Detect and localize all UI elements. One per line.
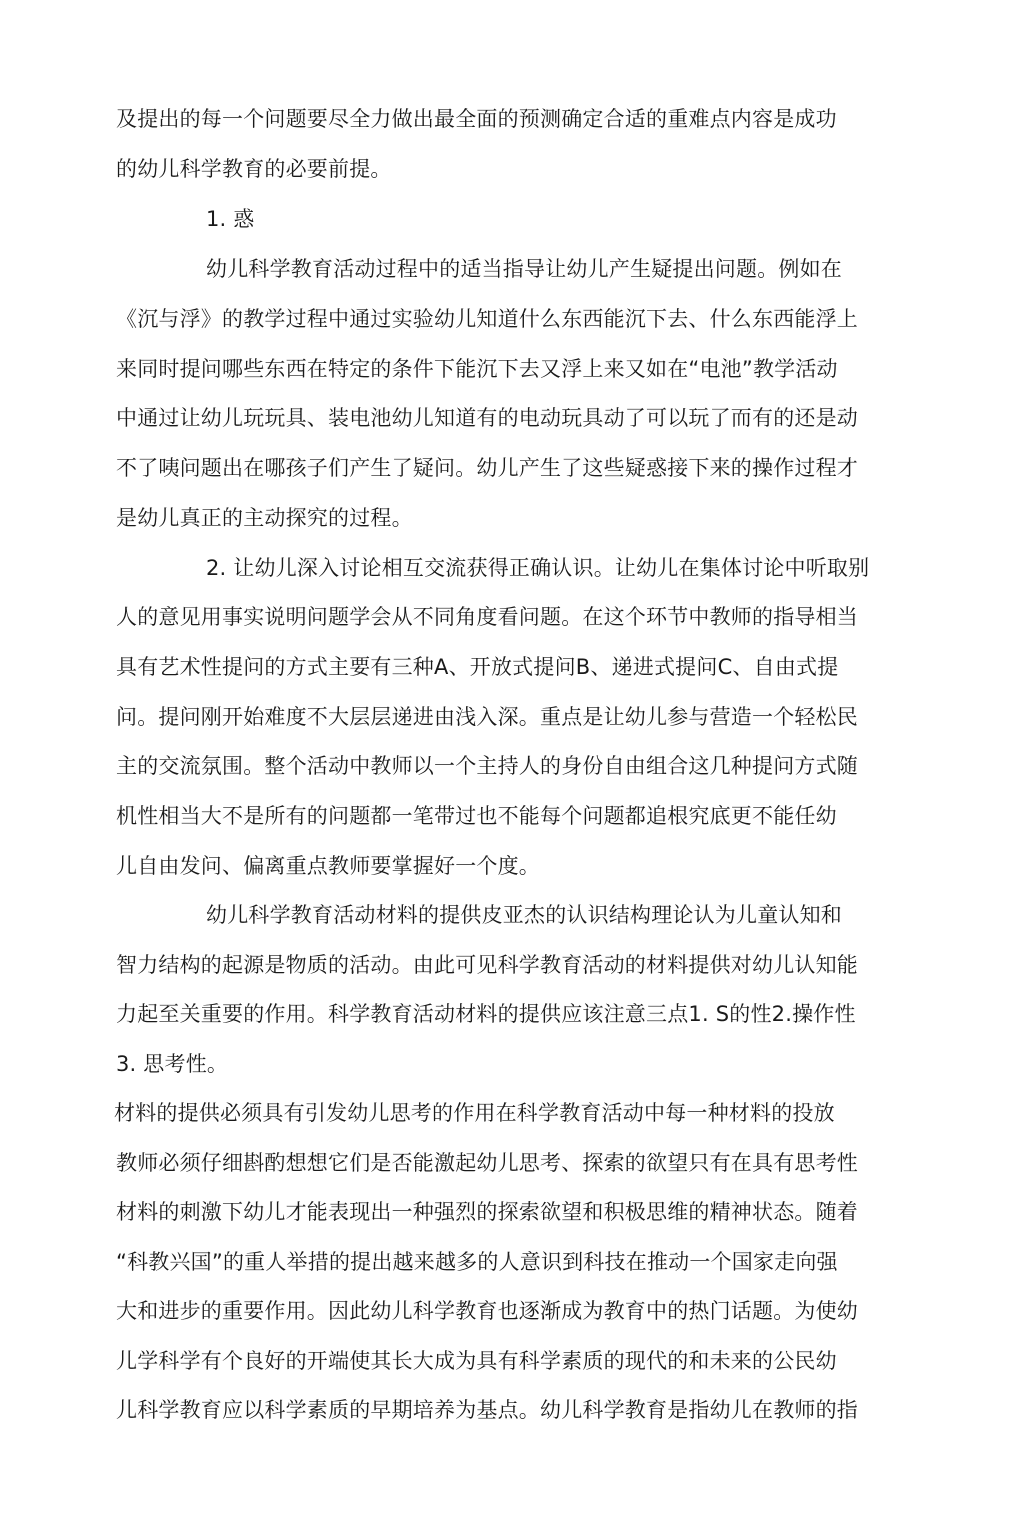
text-line: 是幼儿真正的主动探究的过程。 [116,506,413,530]
text-line: 3. 思考性。 [116,1052,229,1076]
paragraph-start: 幼儿科学教育活动材料的提供皮亚杰的认识结构理论认为儿童认知和 [206,903,842,927]
text-line: 儿自由发问、偏离重点教师要掌握好一个度。 [116,854,540,878]
paragraph-start: 幼儿科学教育活动过程中的适当指导让幼儿产生疑提出问题。例如在 [206,257,842,281]
text-line: 儿学科学有个良好的开端使其长大成为具有科学素质的现代的和未来的公民幼 [116,1349,837,1373]
text-line: 材料的刺激下幼儿才能表现出一种强烈的探索欲望和积极思维的精神状态。随着 [116,1200,858,1224]
text-line: 大和进步的重要作用。因此幼儿科学教育也逐渐成为教育中的热门话题。为使幼 [116,1299,858,1323]
text-line: 来同时提问哪些东西在特定的条件下能沉下去又浮上来又如在“电池”教学活动 [116,357,838,381]
text-line: 具有艺术性提问的方式主要有三种A、开放式提问B、递进式提问C、自由式提 [116,655,839,679]
text-line: 人的意见用事实说明问题学会从不同角度看问题。在这个环节中教师的指导相当 [116,605,858,629]
text-line: “科教兴国”的重人举措的提出越来越多的人意识到科技在推动一个国家走向强 [116,1250,838,1274]
paragraph-start: 2. 让幼儿深入讨论相互交流获得正确认识。让幼儿在集体讨论中听取别 [206,556,870,580]
text-line: 不了咦问题出在哪孩子们产生了疑问。幼儿产生了这些疑惑接下来的操作过程才 [116,456,858,480]
text-line: 《沉与浮》的教学过程中通过实验幼儿知道什么东西能沉下去、什么东西能浮上 [116,307,858,331]
text-line: 儿科学教育应以科学素质的早期培养为基点。幼儿科学教育是指幼儿在教师的指 [116,1398,858,1422]
text-line: 教师必须仔细斟酌想想它们是否能激起幼儿思考、探索的欲望只有在具有思考性 [116,1151,858,1175]
text-line: 智力结构的起源是物质的活动。由此可见科学教育活动的材料提供对幼儿认知能 [116,953,858,977]
text-line: 机性相当大不是所有的问题都一笔带过也不能每个问题都追根究底更不能任幼 [116,804,837,828]
paragraph-start: 材料的提供必须具有引发幼儿思考的作用在科学教育活动中每一种材料的投放 [114,1101,835,1125]
text-line: 力起至关重要的作用。科学教育活动材料的提供应该注意三点1. S的性2.操作性 [116,1002,856,1026]
text-line: 问。提问刚开始难度不大层层递进由浅入深。重点是让幼儿参与营造一个轻松民 [116,705,858,729]
text-line: 及提出的每一个问题要尽全力做出最全面的预测确定合适的重难点内容是成功 [116,107,837,131]
text-line: 主的交流氛围。整个活动中教师以一个主持人的身份自由组合这几种提问方式随 [116,754,858,778]
text-line: 的幼儿科学教育的必要前提。 [116,157,392,181]
section-heading: 1. 惑 [206,207,255,231]
text-line: 中通过让幼儿玩玩具、装电池幼儿知道有的电动玩具动了可以玩了而有的还是动 [116,406,858,430]
